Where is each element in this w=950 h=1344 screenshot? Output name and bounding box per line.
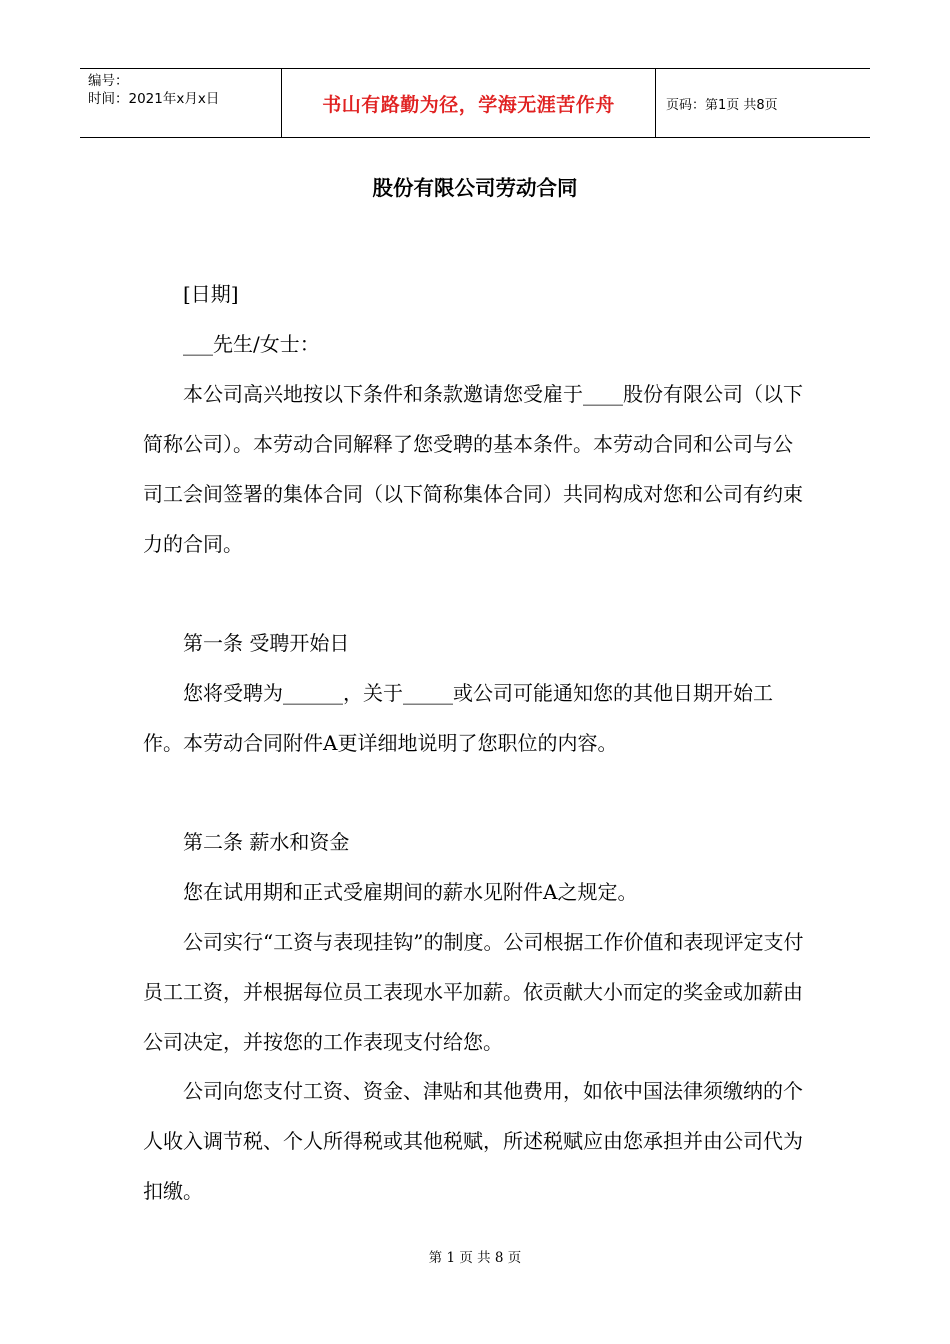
salutation: ___先生/女士： — [183, 332, 320, 356]
article-2-paragraph-1: 您在试用期和正式受雇期间的薪水见附件A之规定。 — [183, 880, 638, 904]
page-header — [80, 68, 870, 138]
header-motto: 书山有路勤为径，学海无涯苦作舟 — [282, 69, 656, 137]
document-title: 股份有限公司劳动合同 — [372, 176, 578, 200]
article-1-heading: 第一条 受聘开始日 — [183, 631, 350, 655]
date-line: [日期] — [183, 282, 239, 306]
article-2-paragraph-3: 公司向您支付工资、资金、津贴和其他费用，如依中国法律须缴纳的个人收入调节税、个人所得税或其他税赋，所述税赋应由您承担并由公司代为扣缴。 — [143, 1079, 803, 1203]
document-time-label: 时间：2021年x月x日 — [88, 91, 220, 107]
article-1-text: 您将受聘为______，关于_____或公司可能通知您的其他日期开始工作。本劳动合同附件A更详细地说明了您职位的内容。 — [143, 681, 773, 755]
page-footer: 第 1 页 共 8 页 — [428, 1250, 522, 1266]
header-page-code: 页码：第1页 共8页 — [666, 97, 778, 113]
header-info-cell — [80, 69, 282, 137]
article-2-paragraph-2: 公司实行“工资与表现挂钩”的制度。公司根据工作价值和表现评定支付员工工资，并根据每位员工表现水平加薪。依贡献大小而定的奖金或加薪由公司决定，并按您的工作表现支付给您。 — [143, 930, 804, 1054]
article-2-heading: 第二条 薪水和资金 — [183, 830, 350, 854]
intro-paragraph: 本公司高兴地按以下条件和条款邀请您受雇于____股份有限公司（以下简称公司）。本劳动合同解释了您受聘的基本条件。本劳动合同和公司与公司工会间签署的集体合同（以下简称集体合同）共同构成对您和公司有约束力的合同。 — [143, 382, 803, 556]
document-number-label: 编号： — [88, 73, 129, 89]
